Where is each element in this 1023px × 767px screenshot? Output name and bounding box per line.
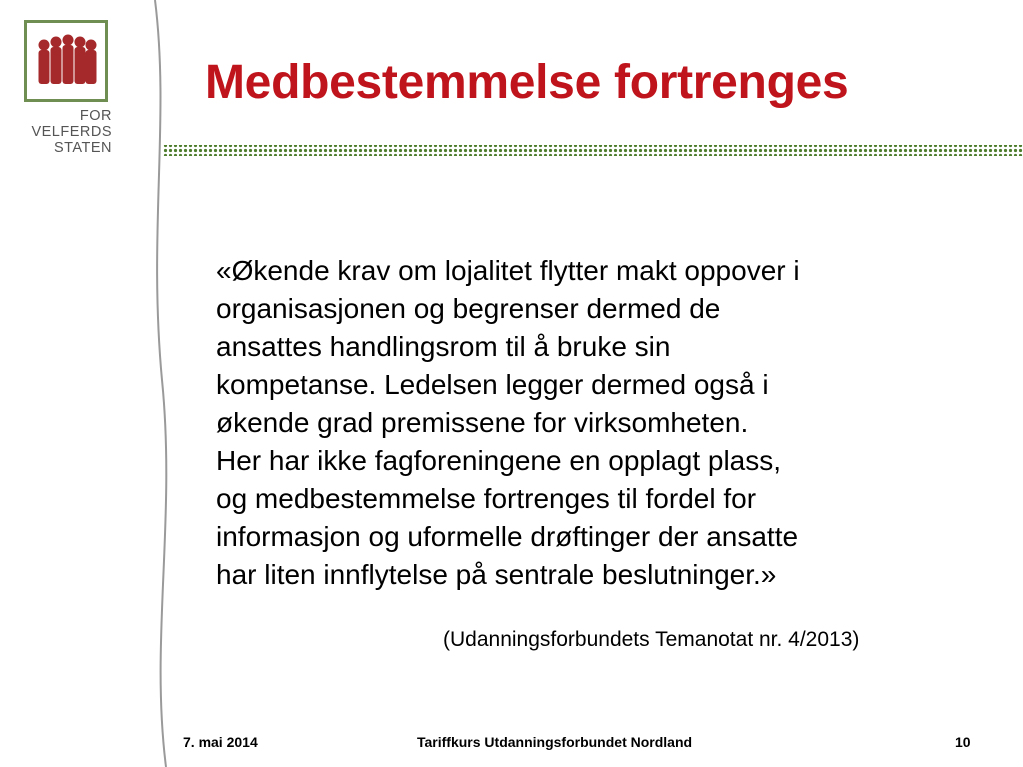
people-figures-icon — [27, 23, 105, 99]
quote-line: Her har ikke fagforeningene en opplagt plass, — [216, 445, 782, 476]
quote-line: «Økende krav om lojalitet flytter makt oppover i — [216, 255, 800, 286]
logo-text-line: STATEN — [53, 140, 112, 156]
footer-title: Tariffkurs Utdanningsforbundet Nordland — [417, 734, 693, 750]
dotted-divider — [163, 143, 1023, 159]
logo-text — [24, 108, 112, 156]
page-number: 10 — [955, 734, 971, 750]
quote-text — [216, 252, 986, 594]
logo-text-line: FOR — [79, 108, 112, 124]
quote-line: har liten innflytelse på sentrale beslutninger.» — [216, 559, 777, 590]
quote-line: informasjon og uformelle drøftinger der ansatte — [216, 521, 799, 552]
quote-line: økende grad premissene for virksomheten. — [216, 407, 749, 438]
quote-line: ansattes handlingsrom til å bruke sin — [216, 331, 671, 362]
logo-frame — [24, 20, 108, 102]
quote-line: og medbestemmelse fortrenges til fordel for — [216, 483, 757, 514]
quote-line: organisasjonen og begrenser dermed de — [216, 293, 721, 324]
logo-text-line: VELFERDS — [31, 124, 112, 140]
quote-source: (Udanningsforbundets Temanotat nr. 4/2013) — [443, 628, 860, 651]
footer-date: 7. mai 2014 — [183, 734, 258, 750]
logo — [24, 20, 110, 160]
quote-line: kompetanse. Ledelsen legger dermed også i — [216, 369, 769, 400]
slide-title: Medbestemmelse fortrenges — [205, 56, 849, 109]
